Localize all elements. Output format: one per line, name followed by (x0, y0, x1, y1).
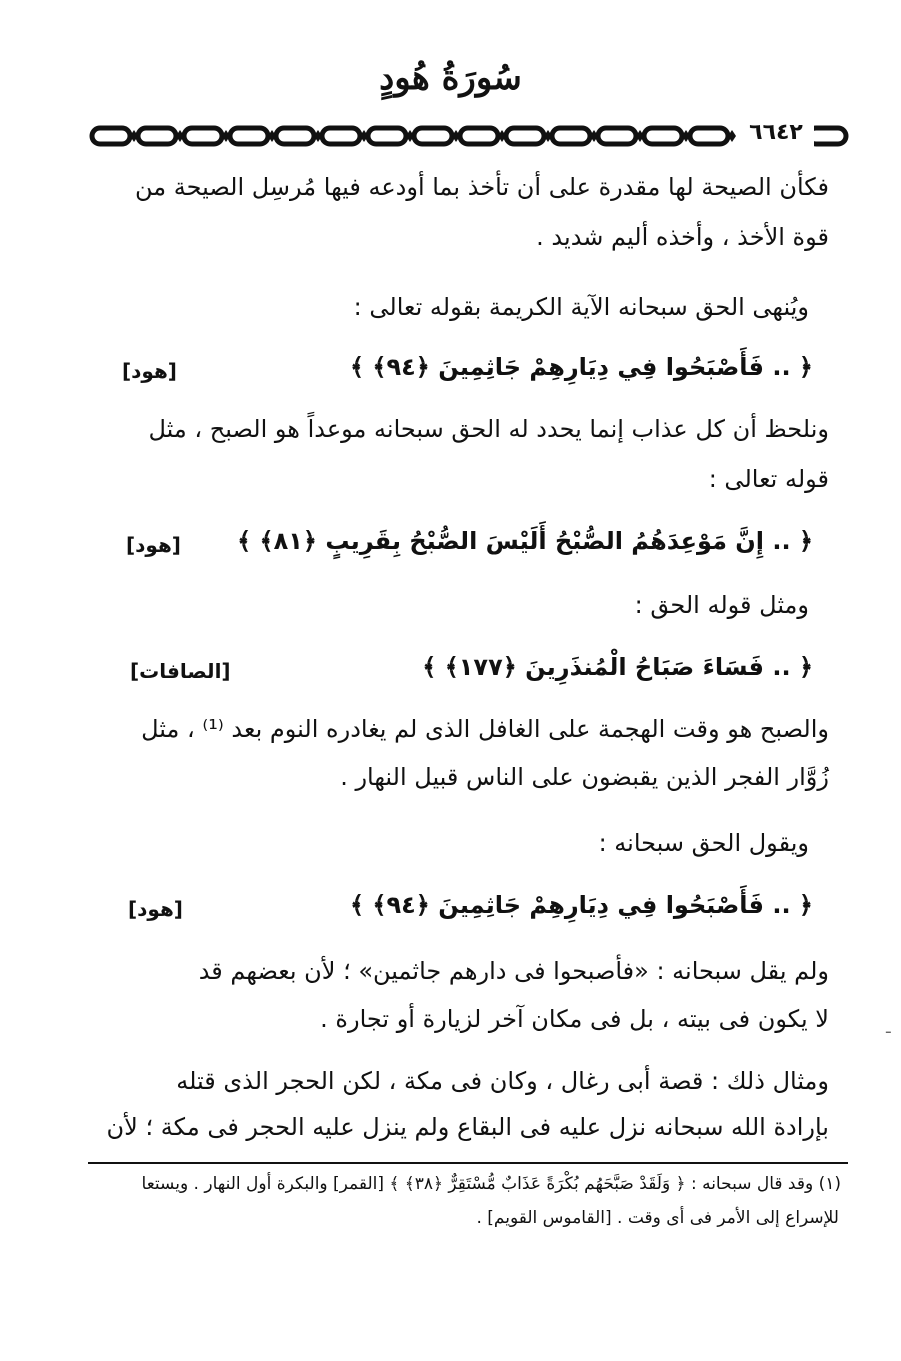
paragraph-line: قوله تعالى : (708, 465, 829, 493)
paragraph-line: ولم يقل سبحانه : «فأصبحوا فى دارهم جاثمين» ؛ لأن بعضهم قد (198, 957, 829, 985)
paragraph-line: ونلحظ أن كل عذاب إنما يحدد له الحق سبحانه موعداً هو الصبح ، مثل (148, 415, 829, 443)
verse-reference: [هود] (122, 359, 177, 383)
paragraph-line: لا يكون فى بيته ، بل فى مكان آخر لزيارة أو تجارة . (320, 1005, 829, 1033)
paragraph-line: والصبح هو وقت الهجمة على الغافل الذى لم يغادره النوم بعد ⁽¹⁾ ، مثل (141, 715, 829, 743)
paragraph-line: ويُنهى الحق سبحانه الآية الكريمة بقوله تعالى : (353, 293, 809, 321)
verse-reference: [الصافات] (130, 659, 231, 683)
footnote-separator (88, 1162, 848, 1164)
paragraph-line: ومثال ذلك : قصة أبى رغال ، وكان فى مكة ، لكن الحجر الذى قتله (176, 1067, 829, 1095)
paragraph-line: ويقول الحق سبحانه : (598, 829, 809, 857)
quran-verse: ﴿ .. فَسَاءَ صَبَاحُ الْمُنذَرِينَ ﴿١٧٧﴾ ﴾ (422, 653, 813, 681)
verse-reference: [هود] (128, 897, 183, 921)
ornamental-header-band (88, 118, 850, 154)
margin-mark: ـ (886, 1018, 891, 1037)
paragraph-line: زُوَّار الفجر الذين يقبضون على الناس قبيل النهار . (340, 763, 829, 791)
page-number: ٦٦٤٢ (738, 118, 814, 148)
quran-verse: ﴿ .. فَأَصْبَحُوا فِي دِيَارِهِمْ جَاثِمِينَ ﴿٩٤﴾ ﴾ (350, 891, 813, 919)
paragraph-line: ومثل قوله الحق : (634, 591, 809, 619)
quran-verse: ﴿ .. فَأَصْبَحُوا فِي دِيَارِهِمْ جَاثِمِينَ ﴿٩٤﴾ ﴾ (350, 353, 813, 381)
footnote-line: للإسراع إلى الأمر فى أى وقت . [القاموس القويم] . (476, 1208, 839, 1228)
paragraph-line: فكأن الصيحة لها مقدرة على أن تأخذ بما أودعه فيها مُرسِل الصيحة من (134, 173, 829, 201)
paragraph-line: بإرادة الله سبحانه نزل عليه فى البقاع ولم ينزل عليه الحجر فى مكة ؛ لأن (106, 1113, 829, 1141)
surah-title: سُورَةُ هُودٍ (379, 58, 522, 98)
verse-reference: [هود] (126, 533, 181, 557)
paragraph-line: قوة الأخذ ، وأخذه أليم شديد . (536, 223, 829, 251)
quran-verse: ﴿ .. إِنَّ مَوْعِدَهُمُ الصُّبْحُ أَلَيْسَ الصُّبْحُ بِقَرِيبٍ ﴿٨١﴾ ﴾ (237, 527, 813, 555)
footnote-line: (١) وقد قال سبحانه : ﴿ وَلَقَدْ صَبَّحَهُم بُكْرَةً عَذَابٌ مُّسْتَقِرٌّ ﴿٣٨﴾ ﴾ [القمر] والبكرة أول النهار . ويستعا (141, 1174, 841, 1194)
